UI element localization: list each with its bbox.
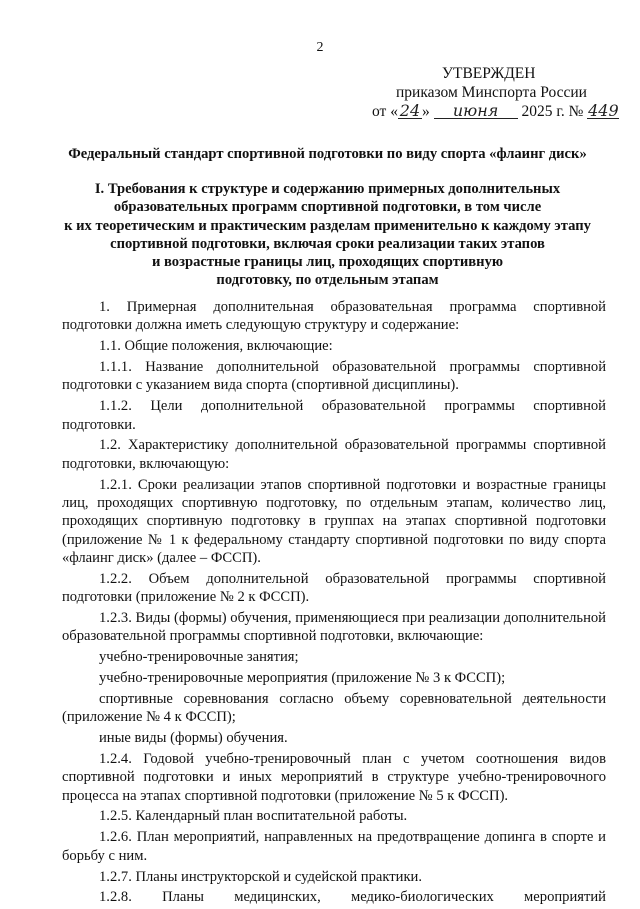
paragraph: 1.2.3. Виды (формы) обучения, применяющиеся при реализации дополнительной образовательной программы спортивной подготовки, включающие: bbox=[62, 609, 606, 645]
year-and-number-label: 2025 г. № bbox=[521, 103, 584, 120]
handwritten-order-number: 449 bbox=[588, 101, 619, 120]
paragraph: 1.2.5. Календарный план воспитательной работы. bbox=[99, 808, 408, 825]
approval-heading: УТВЕРЖДЕН bbox=[442, 65, 536, 82]
document-title: Федеральный стандарт спортивной подготовки по виду спорта «флаинг диск» bbox=[68, 146, 587, 162]
paragraph: 1.1.2. Цели дополнительной образовательной программы спортивной подготовки. bbox=[62, 398, 606, 433]
paragraph: 1.2.8. Планы медицинских, медико-биологических мероприятий bbox=[99, 889, 606, 906]
paragraph: 1.2. Характеристику дополнительной образовательной программы спортивной подготовки, включающую: bbox=[62, 437, 606, 472]
paragraph: спортивные соревнования согласно объему соревновательной деятельности (приложение № 4 к ФССП); bbox=[62, 690, 606, 726]
paragraph: 1.1. Общие положения, включающие: bbox=[99, 338, 333, 355]
page-number: 2 bbox=[316, 40, 324, 55]
section-title-line: к их теоретическим и практическим разделам применительно к каждому этапу bbox=[64, 217, 591, 234]
paragraph: 1.2.4. Годовой учебно-тренировочный план с учетом соотношения видов спортивной подготовки и иных мероприятий в структуре учебно-тренировочного процесса на этапах спортивной подготовки (приложение № 5 к ФССП). bbox=[62, 750, 606, 804]
section-title-line: I. Требования к структуре и содержанию примерных дополнительных bbox=[94, 181, 561, 197]
section-title-line: образовательных программ спортивной подготовки, в том числе bbox=[113, 199, 542, 216]
paragraph: иные виды (формы) обучения. bbox=[99, 730, 288, 747]
section-title-line: подготовку, по отдельным этапам bbox=[216, 272, 439, 289]
paragraph: учебно-тренировочные мероприятия (приложение № 3 к ФССП); bbox=[99, 669, 506, 686]
paragraph: 1.1.1. Название дополнительной образовательной программы спортивной подготовки с указанием вида спорта (спортивной дисциплины). bbox=[62, 359, 606, 394]
date-prefix: от « bbox=[372, 103, 398, 120]
approval-order-line: приказом Минспорта России bbox=[396, 84, 587, 101]
paragraph: 1.2.1. Сроки реализации этапов спортивной подготовки и возрастные границы лиц, проходящих спортивную подготовку, по отдельным этапам, количество лиц, проходящих спортивную подготовку в группах на этапах спортивной подготовки (приложение № 1 к федеральному стандарту спортивной подготовки по виду спорта «флаинг диск» (далее – ФССП). bbox=[62, 476, 606, 566]
section-title bbox=[40, 180, 615, 290]
handwritten-month: июня bbox=[434, 103, 518, 119]
document-body bbox=[62, 298, 606, 909]
paragraph: 1.2.2. Объем дополнительной образовательной программы спортивной подготовки (приложение № 2 к ФССП). bbox=[62, 570, 606, 606]
approval-block bbox=[372, 64, 622, 121]
paragraph: 1.2.7. Планы инструкторской и судейской практики. bbox=[99, 868, 422, 885]
paragraph: 1. Примерная дополнительная образовательная программа спортивной подготовки должна иметь следующую структуру и содержание: bbox=[62, 299, 606, 334]
paragraph: учебно-тренировочные занятия; bbox=[99, 649, 299, 666]
paragraph: 1.2.6. План мероприятий, направленных на предотвращение допинга в спорте и борьбу с ним. bbox=[62, 829, 606, 864]
date-quote-close: » bbox=[421, 103, 430, 120]
handwritten-day: 24 bbox=[399, 101, 421, 120]
approval-date-line bbox=[372, 102, 622, 121]
section-title-line: спортивной подготовки, включая сроки реализации таких этапов bbox=[110, 235, 545, 252]
section-title-line: и возрастные границы лиц, проходящих спортивную bbox=[151, 254, 504, 271]
